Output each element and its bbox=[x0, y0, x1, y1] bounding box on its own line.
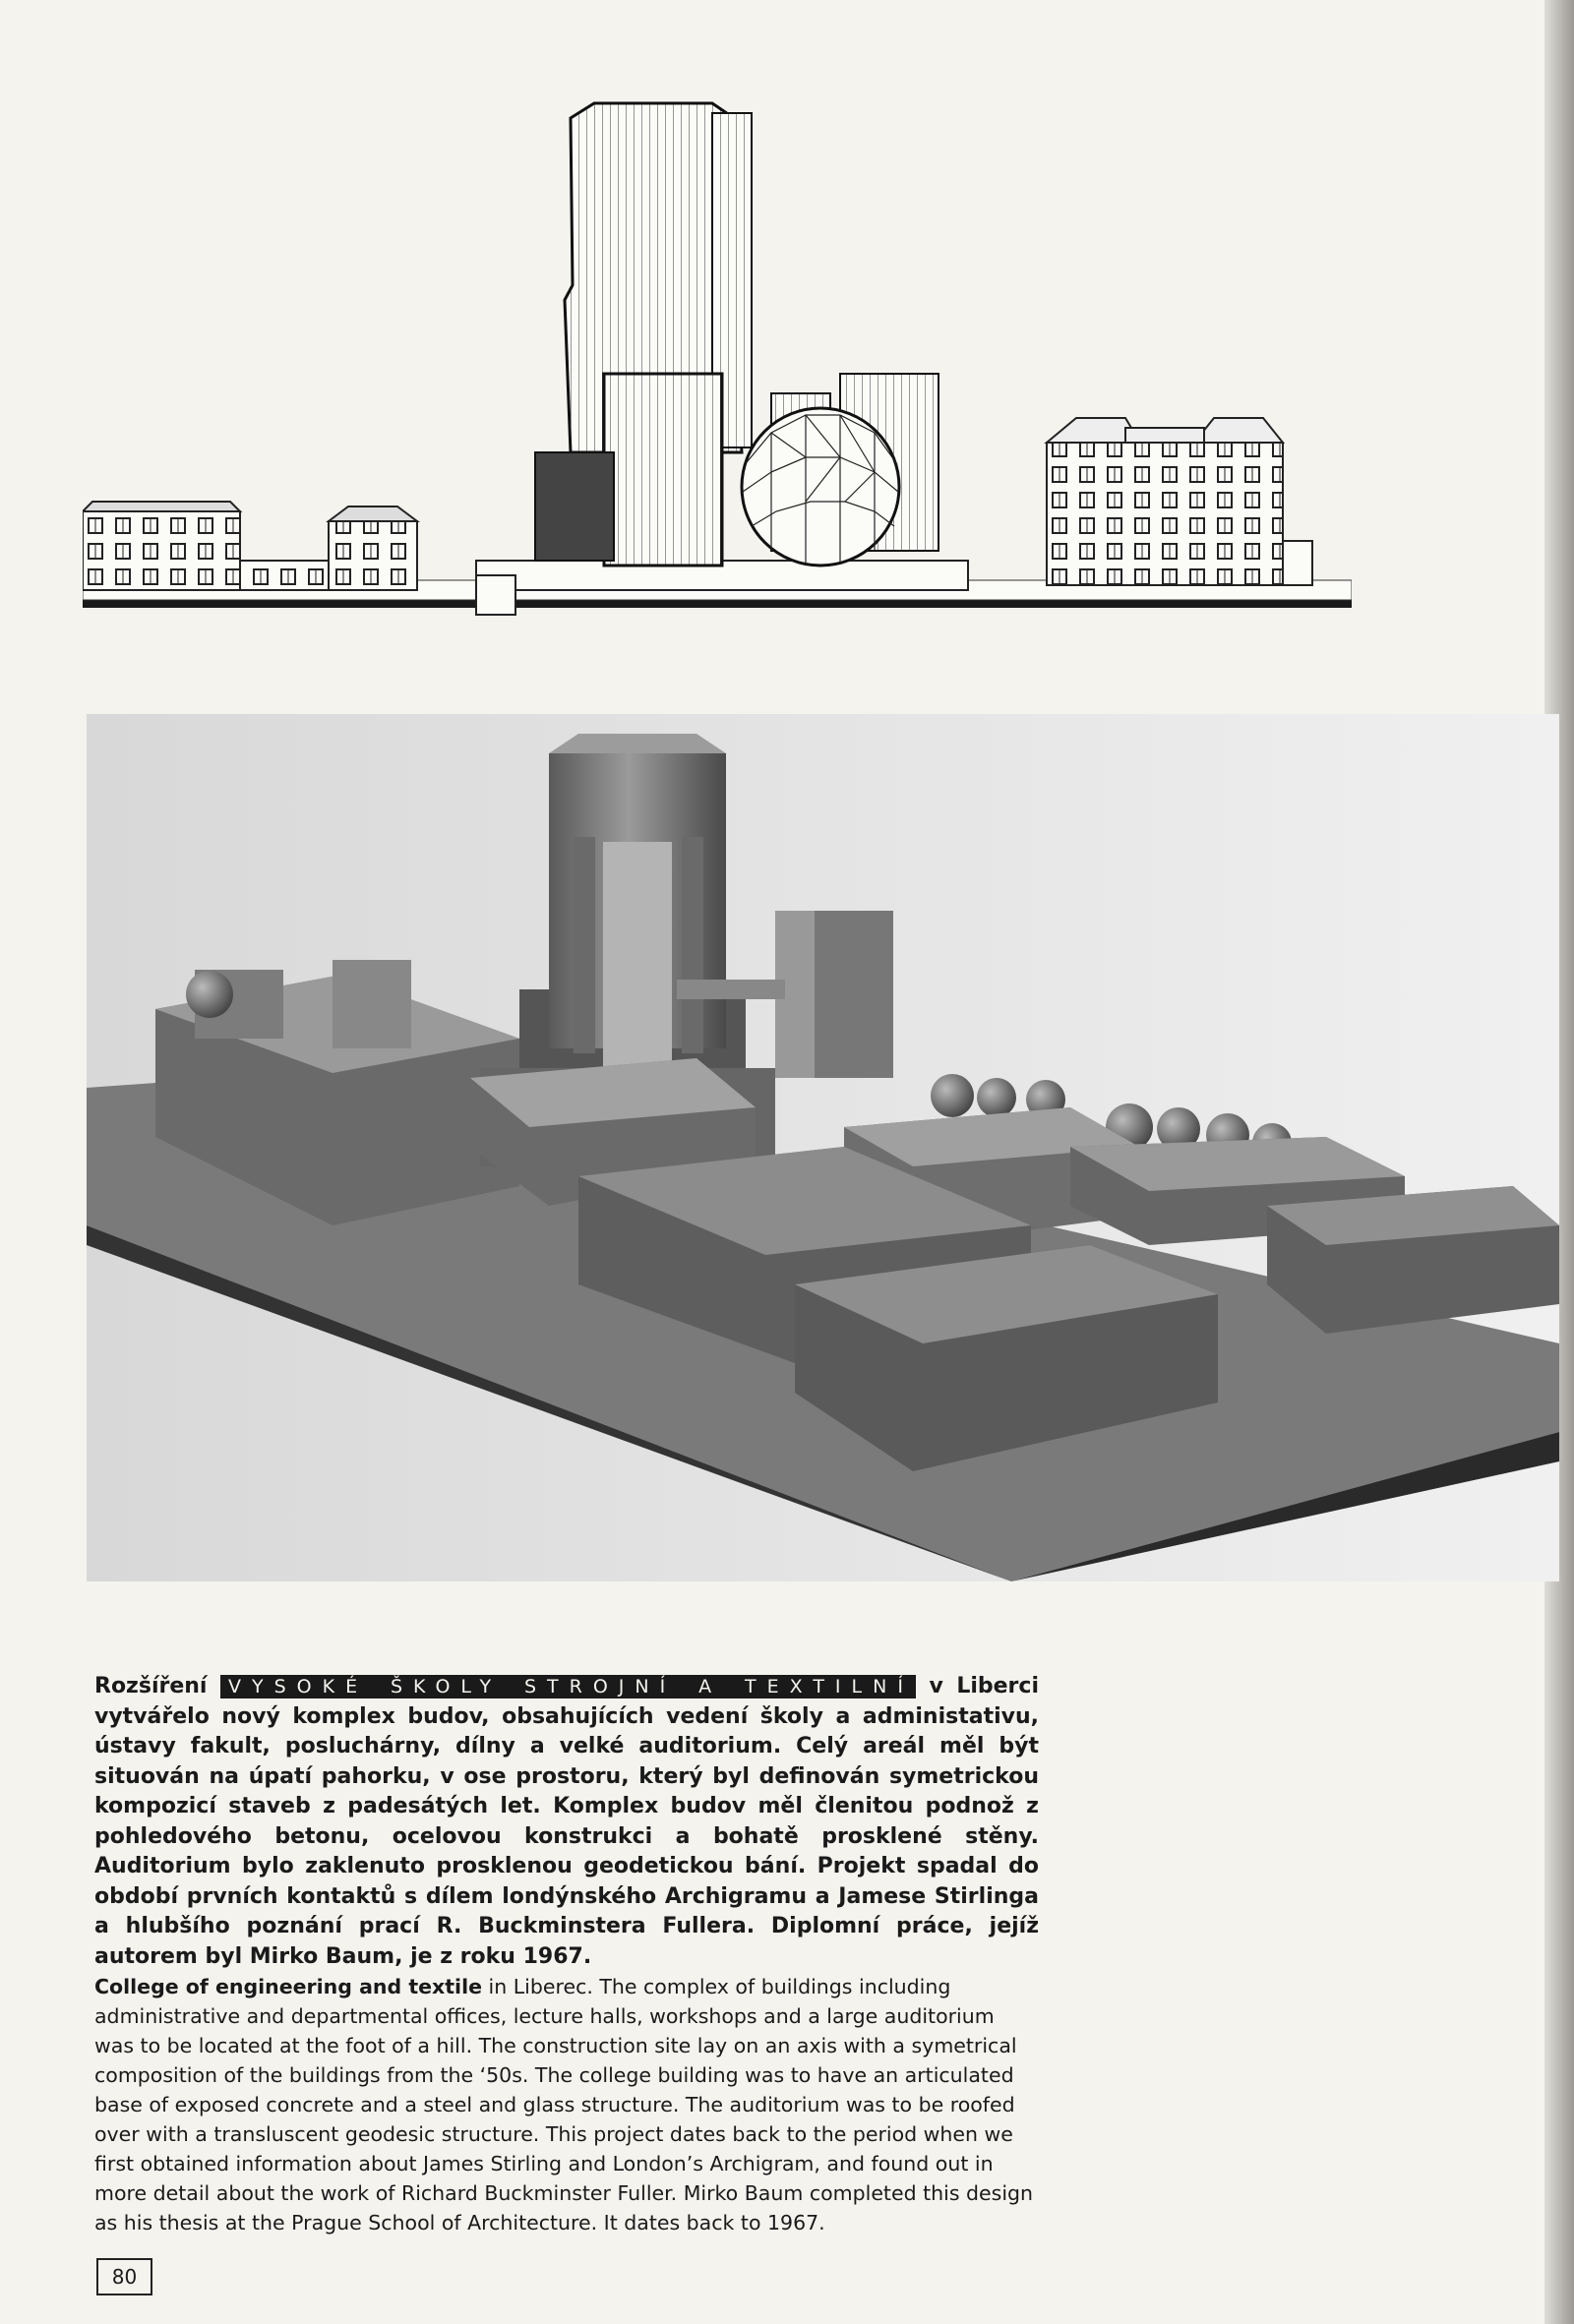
caption-czech-lead: Rozšíření bbox=[94, 1674, 208, 1698]
caption-english-body: in Liberec. The complex of buildings including administrative and departmental offices, lecture halls, workshops and a large auditorium was to be located at the foot of a hill. The construction site lay on an axis with a symetrical composition of the buildings from the ‘50s. The college building was to have an articulated base of exposed concrete and a steel and glass structure. The auditorium was to be roofed over with a transluscent geodesic structure. This project dates back to the period when we first obtained information about James Stirling and London’s Archigram, and found out in more detail about the work of Richard Buckminster Fuller. Mirko Baum completed this design as his thesis at the Prague School of Architecture. It dates back to 1967. bbox=[94, 1975, 1034, 2235]
caption-english-lead: College of engineering and textile bbox=[94, 1975, 483, 1998]
caption-czech-body: v Liberci vytvářelo nový komplex budov, obsahujících vedení školy a administativu, ústavy fakult, posluchárny, dílny a velké auditorium. Celý areál měl být situován na úpatí pahorku, v ose prostoru, který byl definován symetrickou kompozicí staveb z padesátých let. Komplex budov měl členitou podnož z pohledového betonu, ocelovou konstrukci a bohatě prosklené stěny. Auditorium bylo zaklenuto prosklenou geodetickou bání. Projekt spadal do období prvních kontaktů s dílem londýnského Archigramu a Jamese Stirlinga a hlubšího poznání prací R. Buckminstera Fullera. Diplomní práce, jejíž autorem byl Mirko Baum, je z roku 1967. bbox=[94, 1674, 1039, 1969]
caption-english bbox=[94, 1972, 1039, 2237]
caption-czech bbox=[94, 1672, 1039, 1972]
page-number: 80 bbox=[96, 2258, 152, 2295]
model-photograph bbox=[87, 714, 1559, 1581]
caption-czech-highlight: VYSOKÉ ŠKOLY STROJNÍ A TEXTILNÍ bbox=[220, 1675, 916, 1698]
caption-block bbox=[94, 1672, 1039, 2237]
elevation-drawing bbox=[83, 79, 1352, 649]
